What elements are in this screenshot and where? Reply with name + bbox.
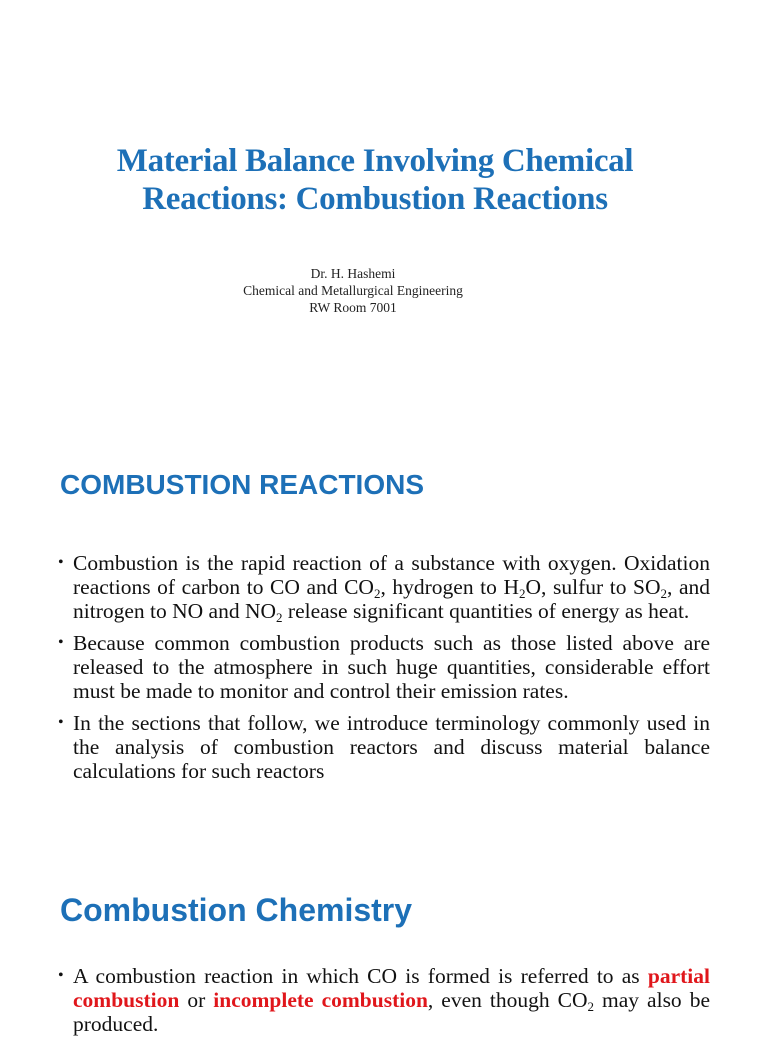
- subscript: 2: [276, 610, 283, 625]
- text-segment: release significant quantities of energy as heat.: [282, 599, 690, 623]
- text-segment: , even though CO: [427, 988, 588, 1012]
- text-segment: , hydrogen to H: [380, 575, 520, 599]
- department: Chemical and Metallurgical Engineering: [243, 283, 463, 298]
- emphasis-term: incomplete combustion: [213, 988, 428, 1012]
- slide-title: [0, 142, 750, 218]
- subscript: 2: [373, 586, 381, 601]
- text-segment: In the sections that follow, we introduce terminology commonly used in the analysis of combustion reactors and discuss material balance calculations for such reactors: [73, 711, 710, 783]
- bullet-item: [58, 631, 710, 703]
- subscript: 2: [519, 586, 526, 601]
- subscript: 2: [587, 999, 595, 1014]
- title-line-1: Material Balance Involving Chemical: [116, 143, 634, 179]
- text-segment: Combustion is the rapid reaction of a substance with oxygen. Oxidation reactions of carbon to CO and CO: [73, 551, 710, 599]
- text-segment: or: [179, 988, 214, 1012]
- section-heading-combustion-chemistry: Combustion Chemistry: [60, 892, 413, 928]
- section-heading-combustion-reactions: COMBUSTION REACTIONS: [60, 469, 424, 500]
- text-segment: O, sulfur to SO: [525, 575, 661, 599]
- text-segment: Because common combustion products such as those listed above are released to the atmosphere in such huge quantities, considerable effort must be made to monitor and control their emission rates.: [73, 631, 710, 703]
- text-segment: , and nitrogen to NO and NO: [73, 575, 711, 623]
- bullet-item: [58, 711, 710, 783]
- text-segment: may also be produced.: [73, 988, 710, 1036]
- subscript: 2: [660, 586, 668, 601]
- author-block: [0, 265, 706, 316]
- room: RW Room 7001: [309, 300, 397, 315]
- text-segment: A combustion reaction in which CO is formed is referred to as: [73, 964, 648, 988]
- emphasis-term: partial combustion: [73, 964, 710, 1012]
- title-line-2: Reactions: Combustion Reactions: [142, 181, 608, 217]
- bullet-list: [58, 551, 710, 791]
- bullet-item: [58, 551, 710, 623]
- author-name: Dr. H. Hashemi: [310, 266, 396, 281]
- bullet-list: [58, 964, 710, 1044]
- bullet-item: [58, 964, 710, 1036]
